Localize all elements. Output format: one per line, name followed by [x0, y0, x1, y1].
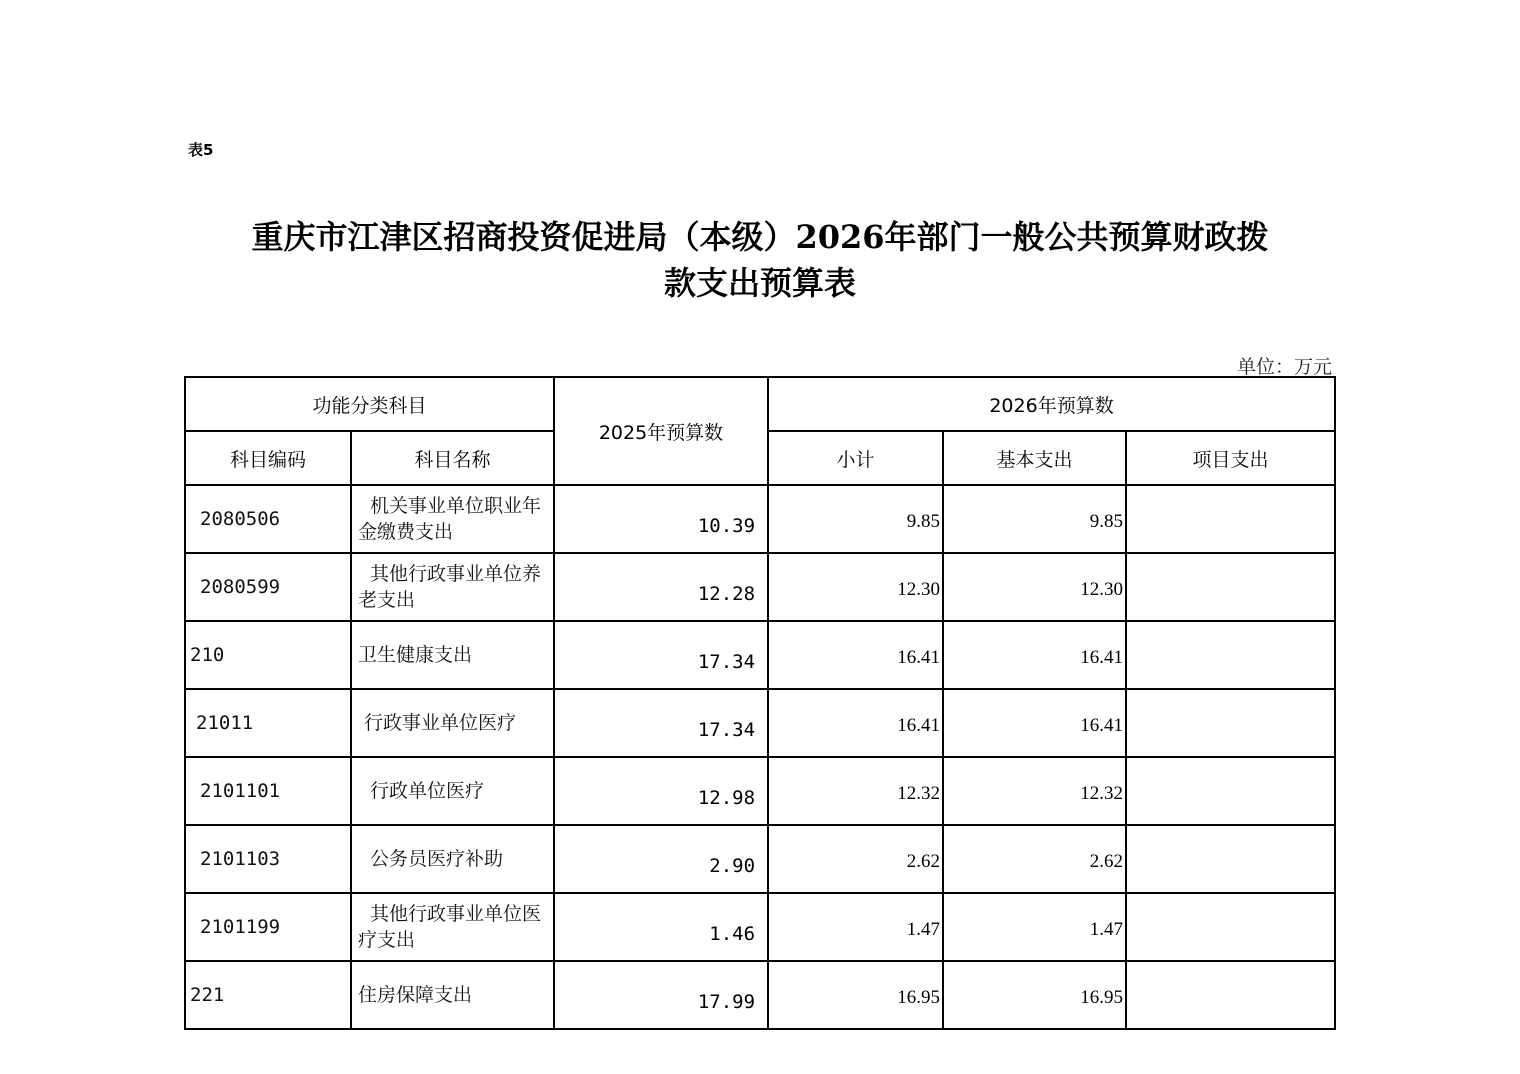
cell-name: 卫生健康支出 — [351, 621, 554, 689]
cell-basic: 16.95 — [943, 961, 1126, 1029]
cell-code: 2101101 — [185, 757, 351, 825]
cell-code: 221 — [185, 961, 351, 1029]
table-row — [185, 689, 1335, 757]
cell-budget-2025: 12.28 — [554, 553, 768, 621]
cell-subtotal: 12.30 — [768, 553, 943, 621]
cell-subtotal: 2.62 — [768, 825, 943, 893]
table-row — [185, 893, 1335, 961]
table-row — [185, 961, 1335, 1029]
budget-table — [184, 376, 1336, 1030]
cell-code: 2101199 — [185, 893, 351, 961]
cell-subtotal: 16.41 — [768, 621, 943, 689]
header-func-category: 功能分类科目 — [185, 377, 554, 431]
cell-subtotal: 1.47 — [768, 893, 943, 961]
cell-name: 住房保障支出 — [351, 961, 554, 1029]
title-line-1: 重庆市江津区招商投资促进局（本级）2026年部门一般公共预算财政拨 — [251, 218, 1269, 256]
header-name: 科目名称 — [351, 431, 554, 485]
cell-budget-2025: 17.34 — [554, 689, 768, 757]
table-row — [185, 825, 1335, 893]
cell-basic: 12.32 — [943, 757, 1126, 825]
cell-project — [1126, 757, 1335, 825]
cell-basic: 16.41 — [943, 621, 1126, 689]
header-code: 科目编码 — [185, 431, 351, 485]
header-budget-2026: 2026年预算数 — [768, 377, 1335, 431]
header-project: 项目支出 — [1126, 431, 1335, 485]
cell-project — [1126, 553, 1335, 621]
table-header — [185, 377, 1335, 485]
cell-project — [1126, 825, 1335, 893]
cell-project — [1126, 961, 1335, 1029]
cell-code: 2101103 — [185, 825, 351, 893]
cell-subtotal: 16.95 — [768, 961, 943, 1029]
document-title — [150, 214, 1370, 306]
cell-project — [1126, 893, 1335, 961]
cell-code: 21011 — [185, 689, 351, 757]
cell-budget-2025: 17.99 — [554, 961, 768, 1029]
table-number-label: 表5 — [188, 141, 214, 159]
cell-subtotal: 9.85 — [768, 485, 943, 553]
cell-name: 行政单位医疗 — [351, 757, 554, 825]
cell-budget-2025: 17.34 — [554, 621, 768, 689]
cell-code: 2080506 — [185, 485, 351, 553]
cell-project — [1126, 689, 1335, 757]
table-row — [185, 553, 1335, 621]
table-row — [185, 621, 1335, 689]
cell-budget-2025: 1.46 — [554, 893, 768, 961]
cell-name: 其他行政事业单位养老支出 — [351, 553, 554, 621]
title-line-2: 款支出预算表 — [663, 264, 856, 302]
cell-name: 公务员医疗补助 — [351, 825, 554, 893]
cell-name: 其他行政事业单位医疗支出 — [351, 893, 554, 961]
table-row — [185, 757, 1335, 825]
header-basic: 基本支出 — [943, 431, 1126, 485]
cell-basic: 2.62 — [943, 825, 1126, 893]
cell-basic: 16.41 — [943, 689, 1126, 757]
cell-budget-2025: 10.39 — [554, 485, 768, 553]
cell-name: 机关事业单位职业年金缴费支出 — [351, 485, 554, 553]
cell-project — [1126, 485, 1335, 553]
table-body — [185, 485, 1335, 1029]
header-budget-2025: 2025年预算数 — [554, 377, 768, 485]
cell-budget-2025: 12.98 — [554, 757, 768, 825]
header-subtotal: 小计 — [768, 431, 943, 485]
cell-subtotal: 12.32 — [768, 757, 943, 825]
cell-basic: 9.85 — [943, 485, 1126, 553]
cell-project — [1126, 621, 1335, 689]
cell-code: 2080599 — [185, 553, 351, 621]
header-row-1 — [185, 377, 1335, 431]
cell-subtotal: 16.41 — [768, 689, 943, 757]
cell-name: 行政事业单位医疗 — [351, 689, 554, 757]
table-row — [185, 485, 1335, 553]
cell-basic: 1.47 — [943, 893, 1126, 961]
cell-code: 210 — [185, 621, 351, 689]
cell-budget-2025: 2.90 — [554, 825, 768, 893]
cell-basic: 12.30 — [943, 553, 1126, 621]
unit-label: 单位：万元 — [1236, 356, 1332, 378]
